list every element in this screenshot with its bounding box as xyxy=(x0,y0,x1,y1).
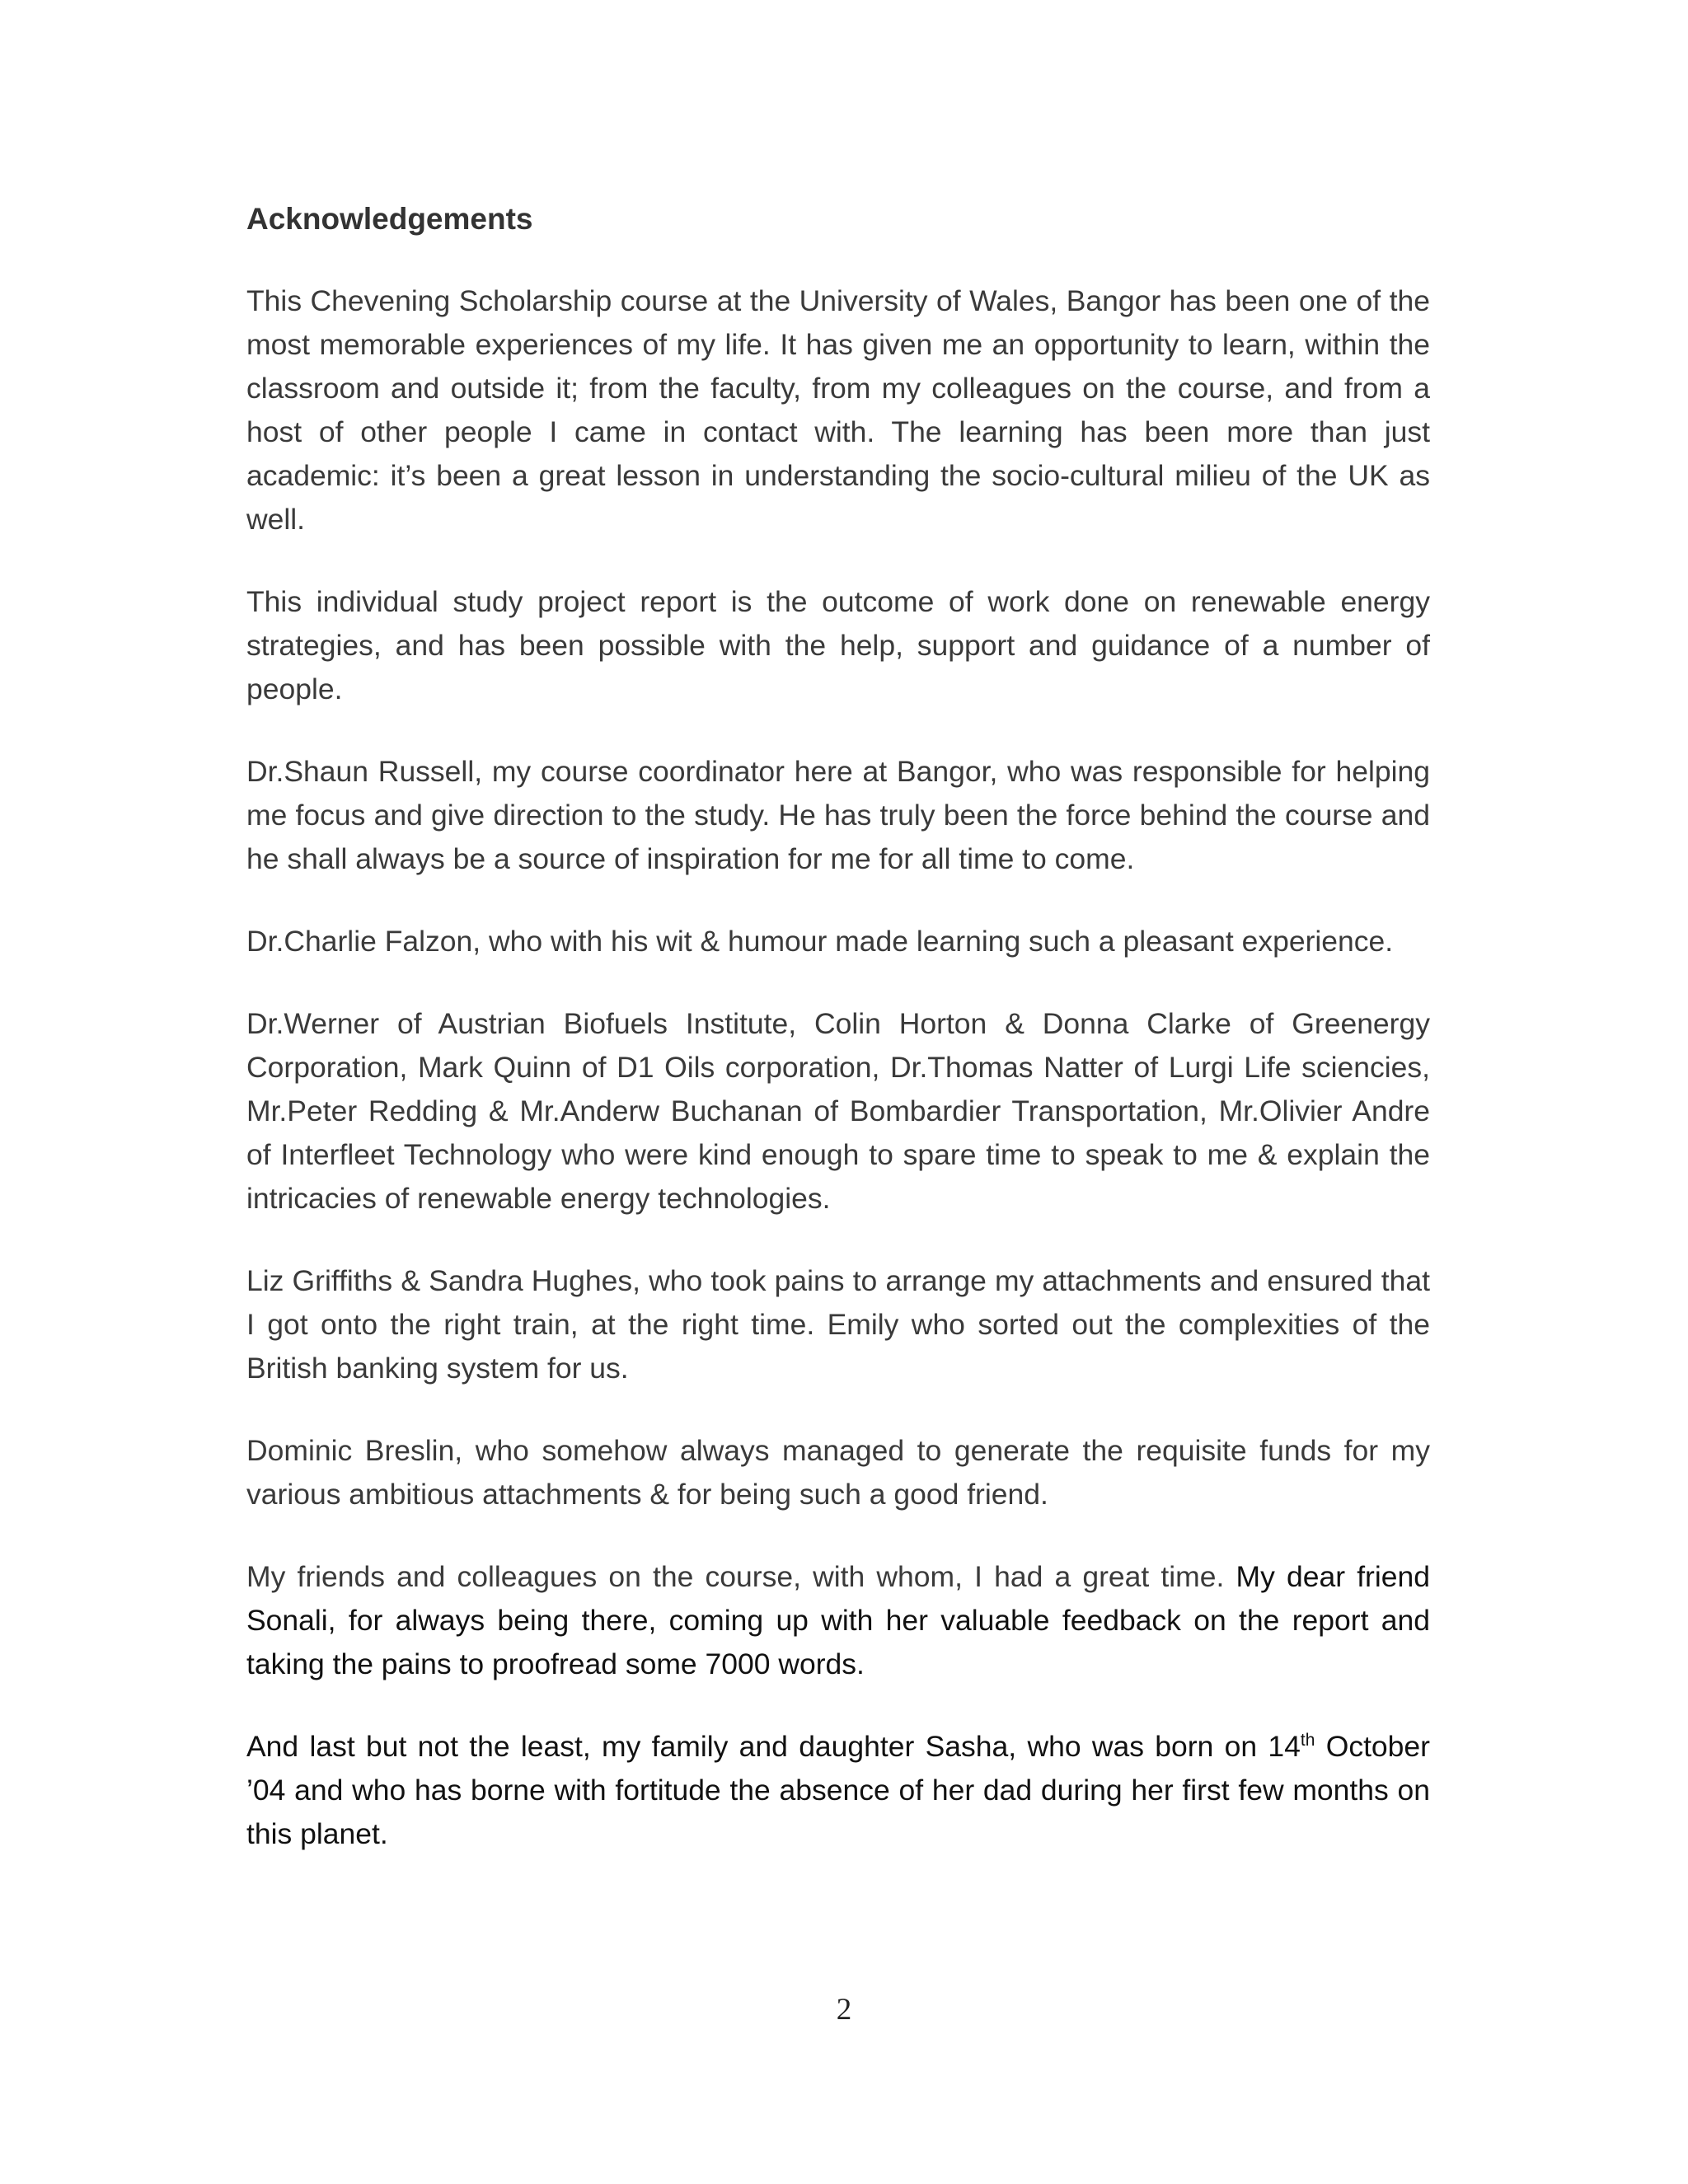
paragraph-friends-part1: My friends and colleagues on the course, with whom, I had a great time. xyxy=(246,1560,1225,1593)
page-title: Acknowledgements xyxy=(246,202,533,236)
paragraph-coordinator: Dr.Shaun Russell, my course coordinator here at Bangor, who was responsible for helping me focus and give direction to the study. He has truly been the force behind the course and he shall always be a source of inspiration for me for all time to come. xyxy=(246,755,1430,875)
paragraph-friends xyxy=(246,1555,1430,1686)
paragraph-friends-part2: My dear friend Sonali, for always being there, coming up with her valuable feedback on the report and taking the pains to proofread some 7000 words. xyxy=(246,1560,1430,1680)
paragraph-family-part1: And last but not the least, my family and daughter Sasha, who was born on 14 xyxy=(246,1730,1301,1763)
page-number: 2 xyxy=(836,1993,852,2027)
paragraph-family-part2: October ’04 and who has borne with fortitude the absence of her dad during her first few months on this planet. xyxy=(246,1730,1430,1850)
paragraph-intro: This Chevening Scholarship course at the University of Wales, Bangor has been one of the most memorable experiences of my life. It has given me an opportunity to learn, within the classroom and outside it; from the faculty, from my colleagues on the course, and from a host of other people I came in contact with. The learning has been more than just academic: it’s been a great lesson in understanding the socio-cultural milieu of the UK as well. xyxy=(246,284,1430,536)
paragraph-industry-contacts: Dr.Werner of Austrian Biofuels Institute, Colin Horton & Donna Clarke of Greenergy Corporation, Mark Quinn of D1 Oils corporation, Dr.Thomas Natter of Lurgi Life sciencies, Mr.Peter Redding & Mr.Anderw Buchanan of Bombardier Transportation, Mr.Olivier Andre of Interfleet Technology who were kind enough to spare time to speak to me & explain the intricacies of renewable energy technologies. xyxy=(246,1007,1430,1215)
paragraph-family xyxy=(246,1725,1430,1856)
paragraph-project: This individual study project report is the outcome of work done on renewable energy strategies, and has been possible with the help, support and guidance of a number of people. xyxy=(246,585,1430,705)
paragraph-breslin: Dominic Breslin, who somehow always managed to generate the requisite funds for my various ambitious attachments & for being such a good friend. xyxy=(246,1434,1430,1511)
acknowledgements-section xyxy=(246,198,1430,1895)
paragraph-falzon: Dr.Charlie Falzon, who with his wit & humour made learning such a pleasant experience. xyxy=(246,925,1394,958)
paragraph-staff: Liz Griffiths & Sandra Hughes, who took pains to arrange my attachments and ensured that I got onto the right train, at the right time. Emily who sorted out the complexities of the British banking system for us. xyxy=(246,1264,1430,1385)
ordinal-superscript: th xyxy=(1300,1731,1315,1750)
